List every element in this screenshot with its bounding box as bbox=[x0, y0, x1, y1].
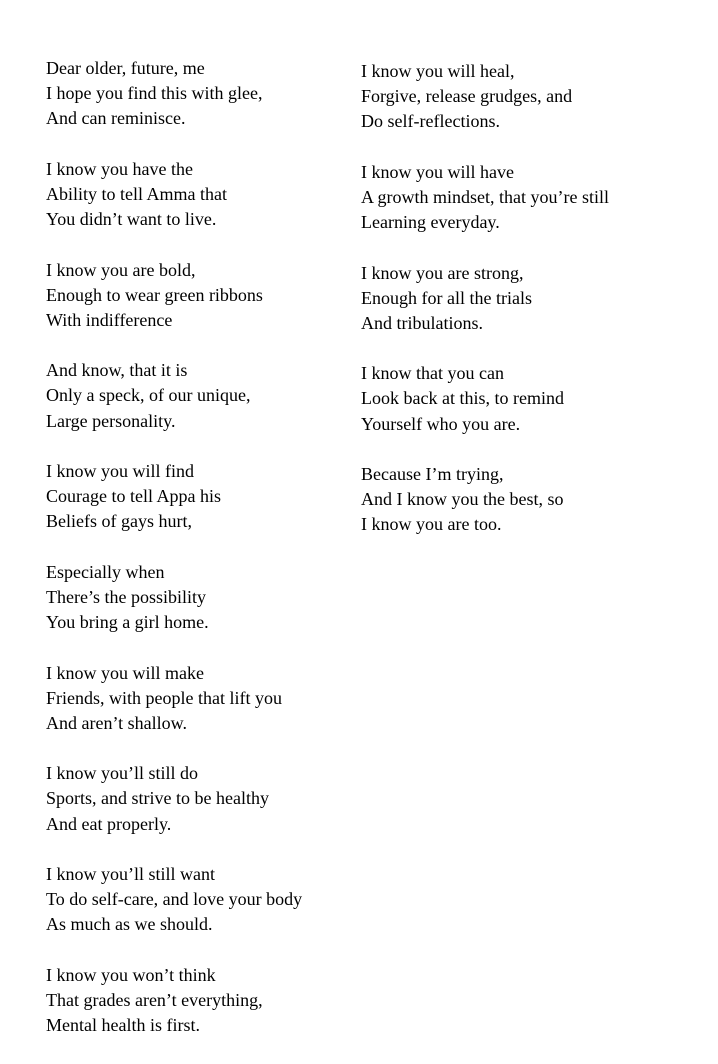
poem-line: Look back at this, to remind bbox=[361, 388, 564, 409]
stanza bbox=[46, 661, 346, 737]
poem-line: Sports, and strive to be healthy bbox=[46, 788, 269, 809]
poem-line: To do self-care, and love your body bbox=[46, 889, 303, 910]
poem-line: And I know you the best, so bbox=[361, 489, 564, 510]
poem-line: With indifference bbox=[46, 309, 173, 330]
stanza bbox=[46, 560, 346, 636]
poem-line: I know you will make bbox=[46, 662, 204, 683]
poem-line: There’s the possibility bbox=[46, 586, 206, 607]
poem-line: I know you will have bbox=[361, 161, 514, 182]
stanza bbox=[361, 59, 691, 135]
stanza bbox=[361, 361, 691, 437]
stanza bbox=[46, 358, 346, 434]
poem-line: I know you are strong, bbox=[361, 262, 524, 283]
stanza bbox=[46, 963, 346, 1039]
poem-line: Large personality. bbox=[46, 410, 176, 431]
poem-line: I know you have the bbox=[46, 158, 193, 179]
poem-line: I know you won’t think bbox=[46, 964, 216, 985]
poem-line: I know you’ll still want bbox=[46, 864, 215, 884]
poem-left-column bbox=[46, 56, 346, 1064]
poem-line: I know that you can bbox=[361, 363, 504, 384]
poem-line: I know you are bold, bbox=[46, 259, 196, 280]
poem-line: Friends, with people that lift you bbox=[46, 687, 282, 708]
poem-line: Only a speck, of our unique, bbox=[46, 385, 251, 406]
poem-line: You didn’t want to live. bbox=[46, 209, 217, 230]
poem-line: Enough to wear green ribbons bbox=[46, 284, 263, 305]
poem-line: Beliefs of gays hurt, bbox=[46, 511, 192, 532]
poem-line: And know, that it is bbox=[46, 360, 188, 381]
poem-right-column bbox=[361, 59, 691, 563]
poem-line: Do self-reflections. bbox=[361, 111, 500, 132]
poem-line: And eat properly. bbox=[46, 813, 172, 834]
stanza bbox=[46, 459, 346, 535]
poem-line: Especially when bbox=[46, 561, 165, 582]
poem-line: You bring a girl home. bbox=[46, 612, 209, 633]
poem-line: And tribulations. bbox=[361, 312, 483, 333]
stanza bbox=[46, 258, 346, 334]
poem-line: Forgive, release grudges, and bbox=[361, 86, 573, 107]
poem-line: Mental health is first. bbox=[46, 1015, 200, 1036]
poem-line: And can reminisce. bbox=[46, 108, 186, 129]
poem-line: I know you are too. bbox=[361, 514, 502, 535]
stanza bbox=[361, 462, 691, 538]
stanza bbox=[46, 157, 346, 233]
stanza bbox=[46, 862, 346, 938]
poem-line: Learning everyday. bbox=[361, 212, 500, 233]
poem-line: I know you will heal, bbox=[361, 61, 515, 81]
poem-line: A growth mindset, that you’re still bbox=[361, 186, 609, 207]
stanza bbox=[361, 261, 691, 337]
poem-line: Yourself who you are. bbox=[361, 413, 521, 434]
stanza bbox=[46, 761, 346, 837]
stanza bbox=[361, 160, 691, 236]
poem-line: I know you’ll still do bbox=[46, 763, 198, 784]
poem-line: That grades aren’t everything, bbox=[46, 989, 263, 1010]
poem-line: Dear older, future, me bbox=[46, 58, 205, 78]
poem-line: Because I’m trying, bbox=[361, 464, 504, 484]
poem-line: I know you will find bbox=[46, 461, 194, 481]
poem-line: As much as we should. bbox=[46, 914, 213, 935]
poem-line: Enough for all the trials bbox=[361, 287, 532, 308]
poem-line: I hope you find this with glee, bbox=[46, 83, 263, 104]
poem-line: Courage to tell Appa his bbox=[46, 486, 221, 507]
stanza bbox=[46, 56, 346, 132]
poem-line: And aren’t shallow. bbox=[46, 712, 187, 733]
poem-line: Ability to tell Amma that bbox=[46, 183, 227, 204]
